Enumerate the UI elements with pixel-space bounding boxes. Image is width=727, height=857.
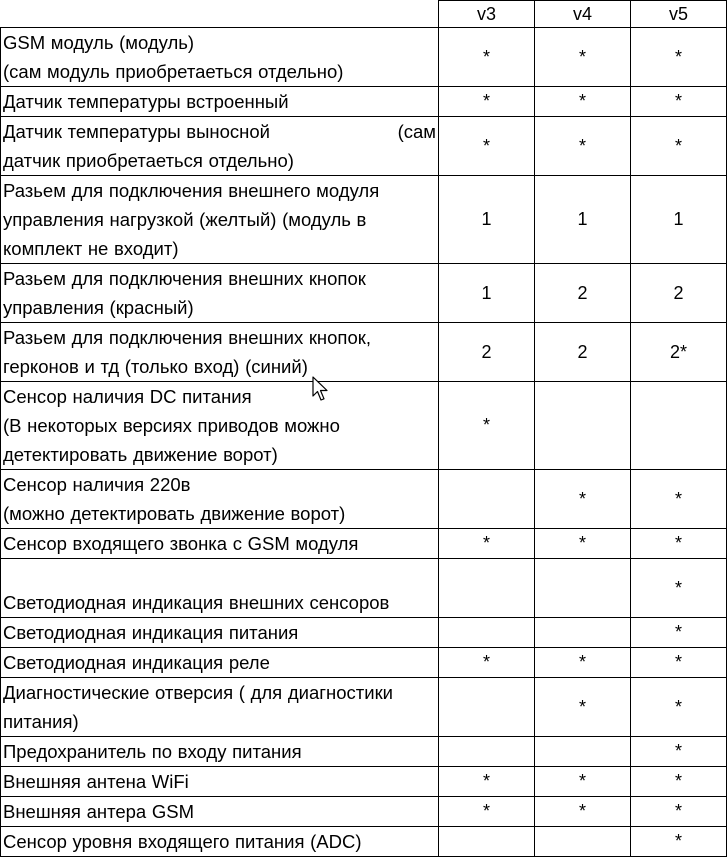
- feature-line: питания): [3, 711, 79, 732]
- value-v5: *: [631, 678, 727, 737]
- feature-line: управления (красный): [3, 297, 194, 318]
- table-row: [1, 797, 727, 827]
- value-v5: *: [631, 28, 727, 87]
- feature-line: Сенсор входящего звонка с GSM модуля: [3, 533, 359, 554]
- value-v4: *: [535, 470, 631, 529]
- feature-line: (В некоторых версиях приводов можно: [3, 415, 340, 436]
- value-v3: 2: [439, 323, 535, 382]
- table-row: [1, 87, 727, 117]
- value-v3: *: [439, 797, 535, 827]
- value-v4: [535, 382, 631, 470]
- table-row: [1, 529, 727, 559]
- header-v4: v4: [535, 1, 631, 28]
- value-v5: *: [631, 470, 727, 529]
- value-v3: 1: [439, 264, 535, 323]
- feature-line: [3, 559, 436, 588]
- feature-line: детектировать движение ворот): [3, 444, 278, 465]
- value-v5: *: [631, 618, 727, 648]
- feature-cell: [1, 678, 439, 737]
- value-v3: *: [439, 648, 535, 678]
- table-row: [1, 618, 727, 648]
- feature-cell: [1, 117, 439, 176]
- value-v4: [535, 559, 631, 618]
- value-v3: *: [439, 767, 535, 797]
- table-row: [1, 737, 727, 767]
- value-v4: 2: [535, 323, 631, 382]
- value-v5: *: [631, 737, 727, 767]
- feature-cell: [1, 470, 439, 529]
- feature-line: Датчик температуры встроенный: [3, 91, 289, 112]
- feature-line: Сенсор уровня входящего питания (ADC): [3, 831, 362, 852]
- feature-line: Внешняя антена WiFi: [3, 771, 189, 792]
- feature-line: Светодиодная индикация внешних сенсоров: [3, 592, 390, 613]
- table-row: [1, 678, 727, 737]
- table-row: [1, 470, 727, 529]
- value-v4: *: [535, 767, 631, 797]
- value-v5: *: [631, 648, 727, 678]
- table-row: [1, 117, 727, 176]
- value-v3: *: [439, 529, 535, 559]
- feature-cell: [1, 797, 439, 827]
- table-row: [1, 559, 727, 618]
- value-v4: 1: [535, 176, 631, 264]
- value-v5: *: [631, 117, 727, 176]
- value-v3: [439, 827, 535, 857]
- feature-line: Разьем для подключения внешних кнопок: [3, 268, 366, 289]
- value-v5: *: [631, 827, 727, 857]
- feature-line: (можно детектировать движение ворот): [3, 503, 346, 524]
- feature-cell: [1, 382, 439, 470]
- value-v3: [439, 618, 535, 648]
- value-v5: *: [631, 529, 727, 559]
- table-row: [1, 323, 727, 382]
- feature-line: герконов и тд (только вход) (синий): [3, 356, 308, 377]
- value-v4: *: [535, 117, 631, 176]
- value-v3: [439, 737, 535, 767]
- value-v4: 2: [535, 264, 631, 323]
- feature-line: Диагностические отверсия ( для диагностики: [3, 682, 393, 703]
- value-v3: *: [439, 382, 535, 470]
- value-v4: *: [535, 678, 631, 737]
- feature-line: датчик приобретаеться отдельно): [3, 150, 294, 171]
- feature-cell: [1, 176, 439, 264]
- feature-line: комплект не входит): [3, 238, 179, 259]
- table-row: [1, 648, 727, 678]
- value-v5: *: [631, 559, 727, 618]
- value-v5: *: [631, 797, 727, 827]
- value-v3: *: [439, 28, 535, 87]
- feature-line: Внешняя антера GSM: [3, 801, 194, 822]
- value-v3: [439, 559, 535, 618]
- feature-line: GSM модуль (модуль): [3, 32, 195, 53]
- value-v5: *: [631, 87, 727, 117]
- value-v4: *: [535, 529, 631, 559]
- feature-cell: [1, 529, 439, 559]
- feature-line-part: Датчик температуры выносной: [3, 121, 271, 142]
- feature-cell: [1, 87, 439, 117]
- feature-cell: [1, 648, 439, 678]
- value-v3: *: [439, 117, 535, 176]
- table-row: [1, 382, 727, 470]
- feature-line: управления нагрузкой (желтый) (модуль в: [3, 209, 367, 230]
- feature-line: (сам модуль приобретаеться отдельно): [3, 61, 344, 82]
- value-v3: [439, 678, 535, 737]
- feature-cell: [1, 264, 439, 323]
- value-v5: *: [631, 767, 727, 797]
- feature-line: Светодиодная индикация реле: [3, 652, 270, 673]
- value-v4: [535, 618, 631, 648]
- feature-cell: [1, 618, 439, 648]
- feature-line: Сенсор наличия DC питания: [3, 386, 252, 407]
- feature-line-part: (сам: [397, 121, 436, 142]
- feature-cell: [1, 323, 439, 382]
- feature-cell: [1, 767, 439, 797]
- value-v5: [631, 382, 727, 470]
- feature-line: [3, 117, 436, 146]
- feature-cell: [1, 827, 439, 857]
- value-v3: [439, 470, 535, 529]
- value-v4: *: [535, 87, 631, 117]
- header-v5: v5: [631, 1, 727, 28]
- value-v4: *: [535, 648, 631, 678]
- header-row: [1, 1, 727, 28]
- feature-cell: [1, 737, 439, 767]
- feature-line: Сенсор наличия 220в: [3, 474, 191, 495]
- value-v4: [535, 827, 631, 857]
- value-v3: *: [439, 87, 535, 117]
- feature-line: Предохранитель по входу питания: [3, 741, 302, 762]
- value-v5: 2: [631, 264, 727, 323]
- mouse-pointer-icon: [312, 376, 330, 402]
- feature-cell: [1, 559, 439, 618]
- header-v3: v3: [439, 1, 535, 28]
- feature-line: Разьем для подключения внешних кнопок,: [3, 327, 371, 348]
- feature-cell: [1, 28, 439, 87]
- value-v5: 1: [631, 176, 727, 264]
- table-row: [1, 28, 727, 87]
- table-row: [1, 767, 727, 797]
- table-row: [1, 264, 727, 323]
- value-v5: 2*: [631, 323, 727, 382]
- value-v4: [535, 737, 631, 767]
- value-v4: *: [535, 797, 631, 827]
- table-row: [1, 827, 727, 857]
- table-row: [1, 176, 727, 264]
- value-v3: 1: [439, 176, 535, 264]
- feature-line: Светодиодная индикация питания: [3, 622, 299, 643]
- value-v4: *: [535, 28, 631, 87]
- feature-line: Разьем для подключения внешнего модуля: [3, 180, 380, 201]
- header-feature-cell: [1, 1, 439, 28]
